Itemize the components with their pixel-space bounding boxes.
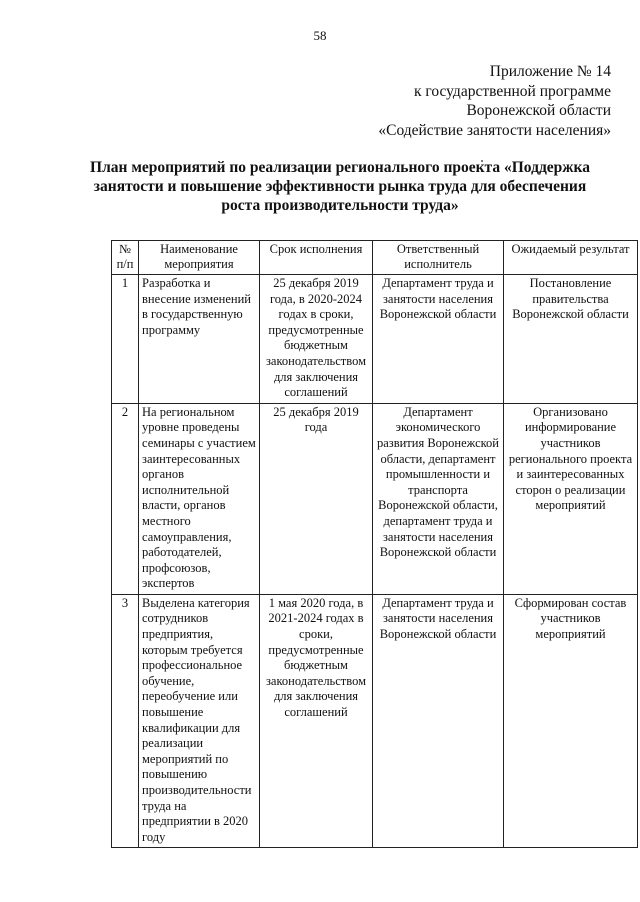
header-deadline: Срок исполнения (260, 241, 373, 275)
activity-name: Разработка и внесение изменений в государственную программу (139, 275, 260, 404)
header-number: № п/п (112, 241, 139, 275)
header-expected-result: Ожидаемый результат (504, 241, 638, 275)
table-header-row (112, 241, 638, 275)
responsible: Департамент экономического развития Воронежской области, департамент промышленности и транспорта Воронежской области, департамент труда и занятости населения Воронежской области (373, 403, 504, 594)
page-number: 58 (313, 28, 327, 43)
title-line: роста производительности труда» (221, 197, 459, 214)
table-row (112, 275, 638, 404)
deadline: 25 декабря 2019 года, в 2020-2024 годах в сроки, предусмотренные бюджетным законодательством для заключения соглашений (260, 275, 373, 404)
appendix-line: «Содействие занятости населения» (378, 121, 611, 139)
row-number: 2 (112, 403, 139, 594)
responsible: Департамент труда и занятости населения Воронежской области (373, 594, 504, 848)
activities-table (111, 240, 638, 848)
header-responsible: Ответственный исполнитель (373, 241, 504, 275)
deadline: 1 мая 2020 года, в 2021-2024 годах в сроки, предусмотренные бюджетным законодательством для заключения соглашений (260, 594, 373, 848)
activity-name: Выделена категория сотрудников предприятия, которым требуется профессиональное обучение, переобучение или повышение квалификации для реализации мероприятий по повышению производительности труда на предприятии в 2020 году (139, 594, 260, 848)
responsible: Департамент труда и занятости населения Воронежской области (373, 275, 504, 404)
appendix-line: Воронежской области (466, 102, 611, 119)
deadline: 25 декабря 2019 года (260, 403, 373, 594)
expected-result: Сформирован состав участников мероприятий (504, 594, 638, 848)
row-number: 1 (112, 275, 139, 404)
table-row (112, 594, 638, 848)
header-activity-name: Наименование мероприятия (139, 241, 260, 275)
appendix-line: к государственной программе (413, 82, 611, 100)
appendix-line: Приложение № 14 (489, 63, 611, 80)
table-row (112, 403, 638, 594)
appendix-heading (378, 62, 611, 140)
title-line: План мероприятий по реализации регионального проекта «Поддержка (90, 159, 590, 176)
expected-result: Организовано информирование участников регионального проекта и заинтересованных сторон о реализации мероприятий (504, 403, 638, 594)
document-title (90, 158, 590, 215)
activity-name: На региональном уровне проведены семинары с участием заинтересованных органов исполнительной власти, органов местного самоуправления, работодателей, профсоюзов, экспертов (139, 403, 260, 594)
row-number: 3 (112, 594, 139, 848)
title-line: занятости и повышение эффективности рынка труда для обеспечения (93, 178, 587, 195)
expected-result: Постановление правительства Воронежской области (504, 275, 638, 404)
